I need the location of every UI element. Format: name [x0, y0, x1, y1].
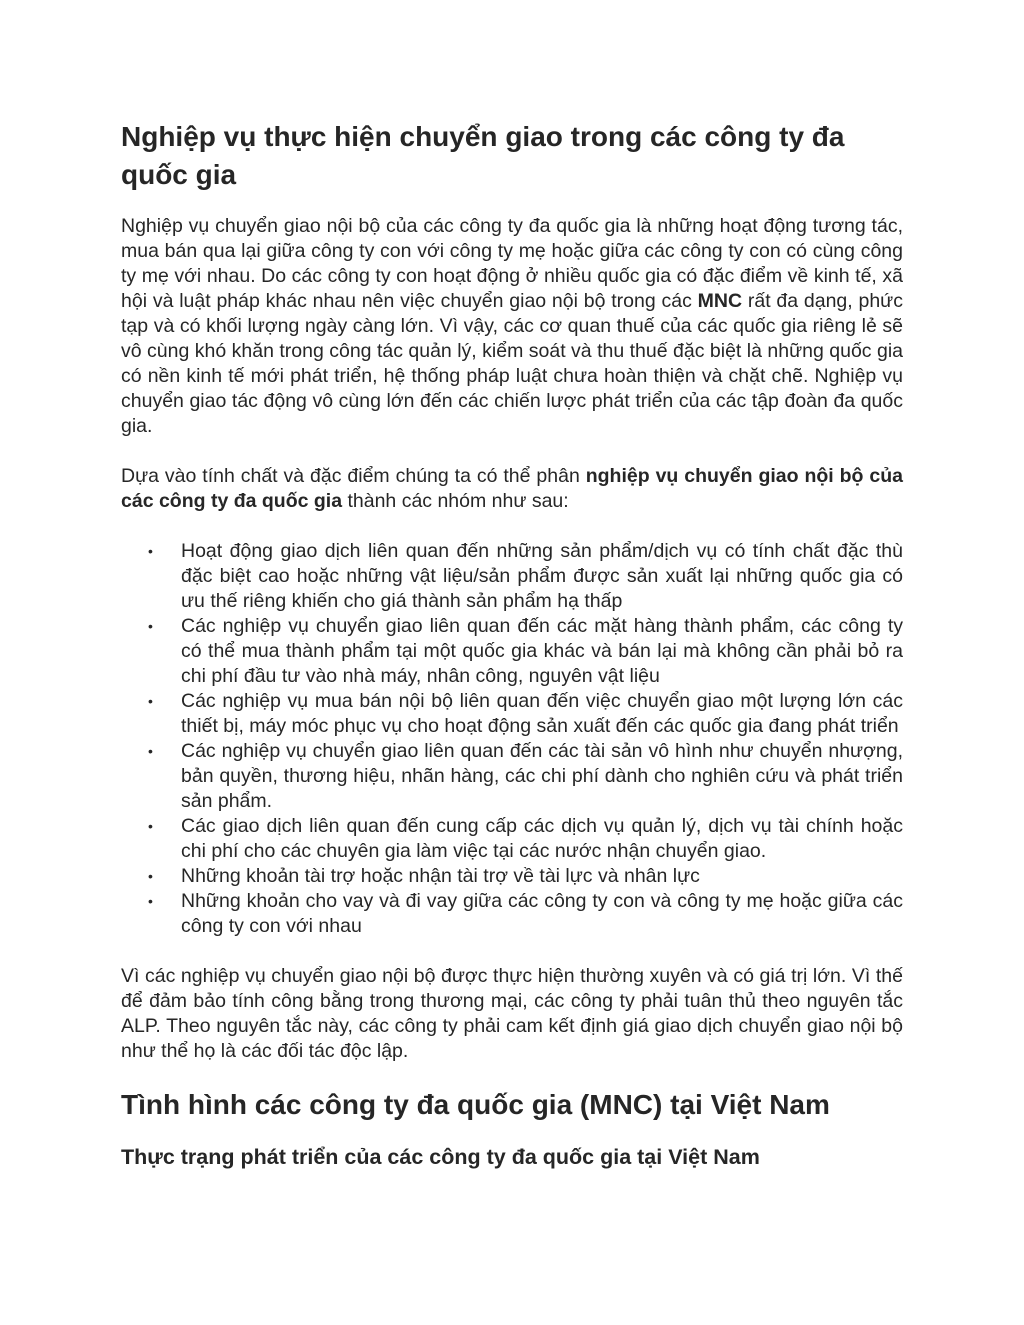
intro-bold-mnc: MNC	[697, 290, 743, 312]
list-item	[148, 614, 903, 689]
classification-text-end: thành các nhóm như sau:	[342, 490, 569, 512]
list-item	[148, 889, 903, 939]
classification-text-start: Dựa vào tính chất và đặc điểm chúng ta có thể phân	[121, 465, 586, 487]
bullet-icon: •	[148, 693, 153, 709]
intro-paragraph	[121, 214, 903, 439]
list-item-text: Những khoản tài trợ hoặc nhận tài trợ về tài lực và nhân lực	[181, 865, 700, 887]
list-item	[148, 689, 903, 739]
list-item	[148, 864, 903, 889]
list-item-text: Hoạt động giao dịch liên quan đến những sản phẩm/dịch vụ có tính chất đặc thù đặc biệt cao hoặc những vật liệu/sản phẩm được sản xuất lại những quốc gia có ưu thế riêng khiến cho giá thành sản phẩm hạ thấp	[181, 540, 903, 612]
intro-text-start: Nghiệp vụ chuyển giao nội bộ của các công ty đa quốc gia là những hoạt động tương tác, mua bán qua lại giữa công ty con với công ty mẹ hoặc giữa các công ty con có cùng công ty mẹ với nhau. Do các công ty con hoạt động ở nhiều quốc gia có đặc điểm về kinh tế, xã hội và luật pháp khác nhau nên việc chuyển giao nội bộ trong các	[121, 215, 903, 312]
classification-paragraph	[121, 464, 903, 514]
intro-text-end: rất đa dạng, phức tạp và có khối lượng ngày càng lớn. Vì vậy, các cơ quan thuế của các quốc gia riêng lẻ sẽ vô cùng khó khăn trong công tác quản lý, kiểm soát và thu thuế đặc biệt là những quốc gia có nền kinh tế mới phát triển, hệ thống pháp luật chưa hoàn thiện và chặt chẽ. Nghiệp vụ chuyển giao tác động vô cùng lớn đến các chiến lược phát triển của các tập đoàn đa quốc gia.	[121, 290, 903, 437]
classification-bold: nghiệp vụ chuyển giao nội bộ của các công ty đa quốc gia	[121, 465, 903, 512]
document-page	[121, 118, 903, 1172]
section-heading: Tình hình các công ty đa quốc gia (MNC) tại Việt Nam	[121, 1089, 830, 1120]
bullet-icon: •	[148, 893, 153, 909]
list-item-text: Các nghiệp vụ chuyển giao liên quan đến các mặt hàng thành phẩm, các công ty có thể mua thành phẩm tại một quốc gia khác và bán lại mà không cần phải bỏ ra chi phí đầu tư vào nhà máy, nhân công, nguyên vật liệu	[181, 615, 903, 687]
list-item	[148, 814, 903, 864]
bullet-icon: •	[148, 868, 153, 884]
bullet-icon: •	[148, 818, 153, 834]
list-item-text: Các giao dịch liên quan đến cung cấp các dịch vụ quản lý, dịch vụ tài chính hoặc chi phí cho các chuyên gia làm việc tại các nước nhận chuyển giao.	[181, 815, 903, 862]
transfer-groups-list	[121, 539, 903, 939]
bullet-icon: •	[148, 543, 153, 559]
list-item-text: Những khoản cho vay và đi vay giữa các công ty con và công ty mẹ hoặc giữa các công ty con với nhau	[181, 890, 903, 937]
bullet-icon: •	[148, 743, 153, 759]
list-item-text: Các nghiệp vụ chuyển giao liên quan đến các tài sản vô hình như chuyển nhượng, bản quyền, thương hiệu, nhãn hàng, các chi phí dành cho nghiên cứu và phát triển sản phẩm.	[181, 740, 903, 812]
alp-paragraph: Vì các nghiệp vụ chuyển giao nội bộ được thực hiện thường xuyên và có giá trị lớn. Vì thế để đảm bảo tính công bằng trong thương mại, các công ty phải tuân thủ theo nguyên tắc ALP. Theo nguyên tắc này, các công ty phải cam kết định giá giao dịch chuyển giao nội bộ như thể họ là các đối tác độc lập.	[121, 965, 903, 1062]
article-title: Nghiệp vụ thực hiện chuyển giao trong các công ty đa quốc gia	[121, 121, 845, 190]
bullet-icon: •	[148, 618, 153, 634]
list-item-text: Các nghiệp vụ mua bán nội bộ liên quan đến việc chuyển giao một lượng lớn các thiết bị, máy móc phục vụ cho hoạt động sản xuất đến các quốc gia đang phát triển	[181, 690, 903, 737]
list-item	[148, 739, 903, 814]
list-item	[148, 539, 903, 614]
subsection-heading: Thực trạng phát triển của các công ty đa quốc gia tại Việt Nam	[121, 1145, 760, 1169]
